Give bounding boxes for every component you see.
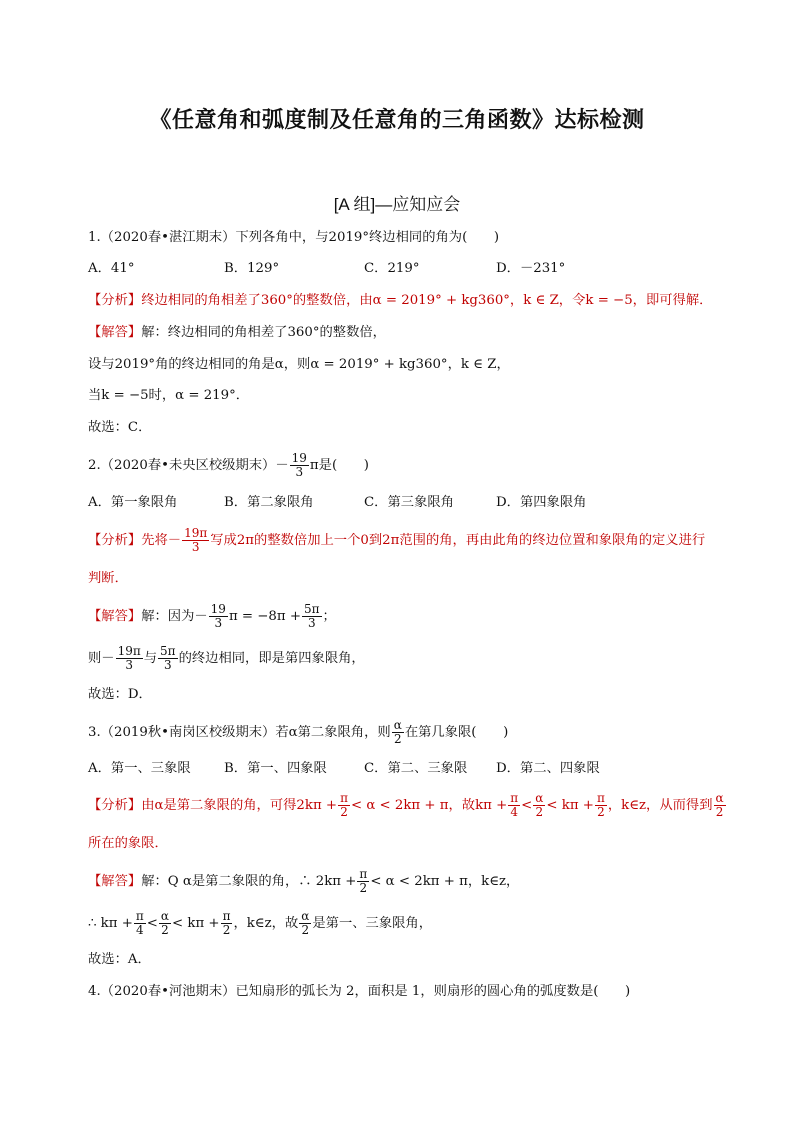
q1-solution-line-2: 设与2019°角的终边相同的角是α，则α = 2019° + kg360°，k ∈ Z， [88,357,510,372]
q1-stem: 1.（2020春•湛江期末）下列各角中，与2019°终边相同的角为( ) [88,230,500,245]
q2-analysis: 【分析】先将－ $\frac{19\pi}{3}$ 写成2π的整数倍加上一个0到2π范围的角，再由此角的终边位置和象限角的定义进行 [88,526,706,554]
fraction: $\frac{\pi}{2}$ [340,791,348,819]
fraction: $\frac{\pi}{4}$ [510,791,519,819]
solution-tag: 【解答】 [88,325,142,340]
q3-analysis: 【分析】由α是第二象限的角，可得2kπ + $\frac{\pi}{2}$ < α < 2kπ + π，故kπ + $\frac{\pi}{4}$ < $\frac{\alpha}{2}$ < kπ + $\frac{\pi}{2}$ ，k∈z，从而得到 $\frac{\alpha}{2}$ [88,791,724,819]
fraction: $\frac{19}{3}$ [291,451,307,479]
fraction: $\frac{\pi}{2}$ [596,791,605,819]
q3-option-a[interactable]: A．第一、三象限 [88,761,191,776]
fraction: $\frac{19}{3}$ [210,602,226,630]
q1-option-b[interactable]: B．129° [224,261,280,276]
q2-option-d[interactable]: D．第四象限角 [496,495,587,510]
q3-solution-line-1: 【解答】解：Q α是第二象限的角，∴ 2kπ + $\frac{\pi}{2}$ < α < 2kπ + π，k∈z， [88,867,520,895]
fraction: $\frac{\alpha}{2}$ [535,791,544,819]
fraction: $\frac{5\pi}{3}$ [160,644,176,672]
fraction: $\frac{\alpha}{2}$ [160,909,170,937]
q4-stem: 4.（2020春•河池期末）已知扇形的弧长为 2，面积是 1，则扇形的圆心角的弧度数是( ) [88,984,631,999]
fraction: $\frac{5\pi}{3}$ [304,602,320,630]
q3-analysis-cont: 所在的象限． [88,836,168,851]
q3-solution-line-2: ∴ kπ + $\frac{\pi}{4}$ < $\frac{\alpha}{2}$ < kπ + $\frac{\pi}{2}$ ，k∈z，故 $\frac{\alpha}{2}$ 是第一、三象限角， [88,909,433,937]
fraction: $\frac{\alpha}{2}$ [715,791,724,819]
fraction: $\frac{\alpha}{2}$ [301,909,310,937]
q2-option-c[interactable]: C．第三象限角 [364,495,454,510]
q1-solution-line-3: 当k = −5时，α = 219°． [88,388,250,403]
q2-solution-line-2: 则－ $\frac{19\pi}{3}$ 与 $\frac{5\pi}{3}$ 的终边相同，即是第四象限角， [88,644,365,672]
q1-option-c[interactable]: C．219° [364,261,420,276]
q2-option-b[interactable]: B．第二象限角 [224,495,314,510]
fraction: $\frac{\alpha}{2}$ [393,718,402,746]
q2-option-a[interactable]: A．第一象限角 [88,495,178,510]
q3-stem: 3.（2019秋•南岗区校级期末）若α第二象限角，则 $\frac{\alpha}{2}$ 在第几象限( ) [88,718,509,746]
q2-solution-line-1: 【解答】解：因为－ $\frac{19}{3}$ π = −8π + $\frac{5\pi}{3}$ ； [88,602,336,630]
q1-answer: 故选：C． [88,420,152,435]
analysis-text: 终边相同的角相差了360°的整数倍，由α = 2019° + kg360°，k ∈ Z，令k = −5，即可得解． [141,293,713,308]
q1-option-a[interactable]: A．41° [88,261,135,276]
q3-option-d[interactable]: D．第二、四象限 [496,761,600,776]
q2-analysis-cont: 判断． [88,571,128,586]
q1-analysis [88,291,712,311]
q1-solution-line-1 [88,323,386,343]
section-heading: [A 组]—应知应会 [333,195,461,214]
q1-option-d[interactable]: D．－231° [496,261,566,276]
q2-stem: 2.（2020春•未央区校级期末）－ $\frac{19}{3}$ π是( ) [88,451,369,479]
fraction: $\frac{19\pi}{3}$ [117,644,141,672]
q3-option-b[interactable]: B．第一、四象限 [224,761,327,776]
document-title: 《任意角和弧度制及任意角的三角函数》达标检测 [149,108,645,133]
analysis-tag: 【分析】 [88,293,142,308]
fraction: $\frac{\pi}{2}$ [359,867,368,895]
fraction: $\frac{\pi}{4}$ [135,909,144,937]
q3-option-c[interactable]: C．第二、三象限 [364,761,468,776]
fraction: $\frac{19\pi}{3}$ [184,526,208,554]
q2-answer: 故选：D． [88,687,152,702]
fraction: $\frac{\pi}{2}$ [222,909,231,937]
q3-answer: 故选：A． [88,952,151,967]
solution-text: 解：终边相同的角相差了360°的整数倍， [141,325,386,340]
